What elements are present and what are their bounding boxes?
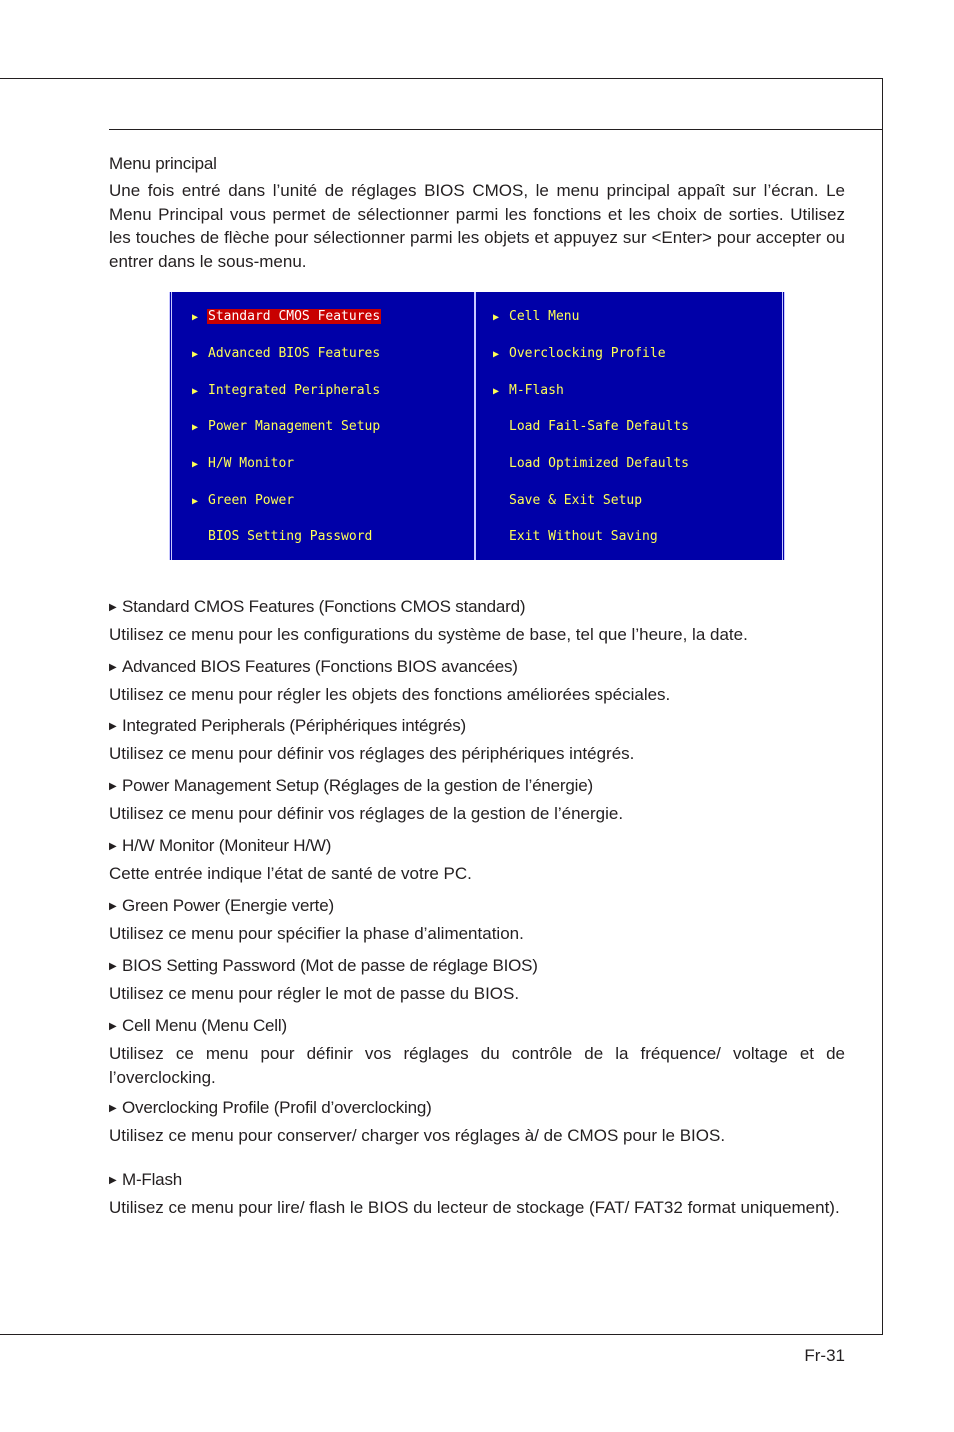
section-title: Standard CMOS Features (Fonctions CMOS standard): [122, 597, 526, 616]
header-rule: [109, 129, 883, 130]
section-text: Cette entrée indique l’état de santé de votre PC.: [109, 864, 472, 883]
triangle-bullet-icon: ▶: [109, 961, 117, 972]
section-text: Utilisez ce menu pour régler le mot de passe du BIOS.: [109, 984, 520, 1003]
section-title: Green Power (Energie verte): [122, 896, 334, 915]
arrow-right-icon: ▶: [493, 349, 500, 360]
top-rule: [0, 78, 883, 79]
bios-column-divider: [474, 292, 476, 560]
bios-item-label: Standard CMOS Features: [208, 309, 381, 324]
triangle-bullet-icon: ▶: [109, 1103, 117, 1114]
section-heading: [109, 657, 845, 678]
bios-item-save-exit-setup[interactable]: [493, 492, 643, 510]
bios-item-label: M-Flash: [509, 383, 564, 398]
triangle-bullet-icon: ▶: [109, 781, 117, 792]
section-text: Utilisez ce menu pour les configurations du système de base, tel que l’heure, la date.: [109, 625, 748, 644]
arrow-right-icon: ▶: [493, 312, 500, 323]
arrow-right-icon: ▶: [192, 459, 199, 470]
bios-item-label: H/W Monitor: [208, 456, 295, 471]
bios-item-green-power[interactable]: [192, 492, 295, 510]
section-text: Utilisez ce menu pour définir vos réglages des périphériques intégrés.: [109, 744, 635, 763]
arrow-right-icon: ▶: [192, 422, 199, 433]
bios-item-label: Overclocking Profile: [509, 346, 666, 361]
triangle-bullet-icon: ▶: [109, 841, 117, 852]
section-text: Utilisez ce menu pour conserver/ charger vos réglages à/ de CMOS pour le BIOS.: [109, 1126, 726, 1145]
section-m-flash: [109, 1170, 845, 1220]
bios-item-exit-without-saving[interactable]: [493, 528, 659, 546]
bios-item-advanced-bios-features[interactable]: [192, 345, 381, 363]
intro-paragraph: Une fois entré dans l’unité de réglages BIOS CMOS, le menu principal appaît sur l’écran. Le Menu Principal vous permet de sélectionner parmi les fonctions et les choix de sorties. Utilisez les touches de flèche pour sélectionner parmi les objets et appuyez sur <Enter> pour accepter ou entrer dans le sous-menu.: [109, 181, 845, 272]
section-title: BIOS Setting Password (Mot de passe de réglage BIOS): [122, 956, 538, 975]
section-green-power: [109, 896, 845, 946]
arrow-right-icon: ▶: [192, 349, 199, 360]
section-power-management-setup: [109, 776, 845, 826]
triangle-bullet-icon: ▶: [109, 602, 117, 613]
section-title: Overclocking Profile (Profil d’overclocking): [122, 1098, 432, 1117]
bios-item-label: Advanced BIOS Features: [208, 346, 381, 361]
bios-item-m-flash[interactable]: [493, 382, 565, 400]
section-text: Utilisez ce menu pour définir vos réglages de la gestion de l’énergie.: [109, 804, 624, 823]
right-margin-rule: [882, 78, 883, 1335]
section-heading: [109, 956, 845, 977]
section-title: Integrated Peripherals (Périphériques intégrés): [122, 716, 467, 735]
section-text: Utilisez ce menu pour régler les objets des fonctions améliorées spéciales.: [109, 685, 671, 704]
section-overclocking-profile: [109, 1098, 845, 1148]
section-text: Utilisez ce menu pour spécifier la phase d’alimentation.: [109, 924, 524, 943]
section-heading: [109, 597, 845, 618]
arrow-right-icon: ▶: [493, 386, 500, 397]
bios-item-overclocking-profile[interactable]: [493, 345, 667, 363]
page-number: Fr-31: [804, 1346, 845, 1365]
triangle-bullet-icon: ▶: [109, 901, 117, 912]
bios-item-integrated-peripherals[interactable]: [192, 382, 381, 400]
bios-item-label: Load Optimized Defaults: [509, 456, 690, 471]
bios-item-load-optimized-defaults[interactable]: [493, 455, 690, 473]
bios-item-hw-monitor[interactable]: [192, 455, 295, 473]
bios-item-bios-setting-password[interactable]: [192, 528, 373, 546]
bios-item-label: Exit Without Saving: [509, 529, 658, 544]
triangle-bullet-icon: ▶: [109, 721, 117, 732]
section-advanced-bios-features: [109, 657, 845, 707]
section-integrated-peripherals: [109, 716, 845, 766]
bios-item-label: Cell Menu: [509, 309, 580, 324]
bios-main-menu-screen: [169, 292, 785, 560]
section-title: Cell Menu (Menu Cell): [122, 1016, 287, 1035]
arrow-right-icon: ▶: [192, 496, 199, 507]
section-title: M-Flash: [122, 1170, 182, 1189]
section-bios-setting-password: [109, 956, 845, 1006]
triangle-bullet-icon: ▶: [109, 1021, 117, 1032]
bios-item-standard-cmos-features[interactable]: [192, 308, 381, 326]
arrow-right-icon: ▶: [192, 386, 199, 397]
section-heading: [109, 1016, 845, 1037]
bios-item-cell-menu[interactable]: [493, 308, 580, 326]
section-standard-cmos-features: [109, 597, 845, 647]
bios-item-label: Green Power: [208, 493, 295, 508]
bios-item-label: Load Fail-Safe Defaults: [509, 419, 690, 434]
section-title: Power Management Setup (Réglages de la gestion de l’énergie): [122, 776, 593, 795]
section-hw-monitor: [109, 836, 845, 886]
intro-section: [109, 154, 845, 274]
section-heading: [109, 836, 845, 857]
section-heading: [109, 1098, 845, 1119]
section-heading: [109, 716, 845, 737]
section-cell-menu: [109, 1016, 845, 1089]
bios-item-label: Save & Exit Setup: [509, 493, 643, 508]
bios-item-power-management-setup[interactable]: [192, 418, 381, 436]
section-title: Advanced BIOS Features (Fonctions BIOS avancées): [122, 657, 518, 676]
bios-item-load-fail-safe-defaults[interactable]: [493, 418, 690, 436]
bios-item-label: BIOS Setting Password: [208, 529, 373, 544]
arrow-right-icon: ▶: [192, 312, 199, 323]
section-heading: [109, 1170, 845, 1191]
section-heading: [109, 776, 845, 797]
section-text: Utilisez ce menu pour lire/ flash le BIOS du lecteur de stockage (FAT/ FAT32 format uniquement).: [109, 1198, 840, 1217]
bios-item-label: Power Management Setup: [208, 419, 381, 434]
triangle-bullet-icon: ▶: [109, 662, 117, 673]
triangle-bullet-icon: ▶: [109, 1175, 117, 1186]
section-title: H/W Monitor (Moniteur H/W): [122, 836, 332, 855]
intro-heading: Menu principal: [109, 154, 217, 173]
section-heading: [109, 896, 845, 917]
section-text: Utilisez ce menu pour définir vos réglages du contrôle de la fréquence/ voltage et de l’overclocking.: [109, 1044, 845, 1087]
bios-item-label: Integrated Peripherals: [208, 383, 381, 398]
bottom-rule: [0, 1334, 883, 1335]
